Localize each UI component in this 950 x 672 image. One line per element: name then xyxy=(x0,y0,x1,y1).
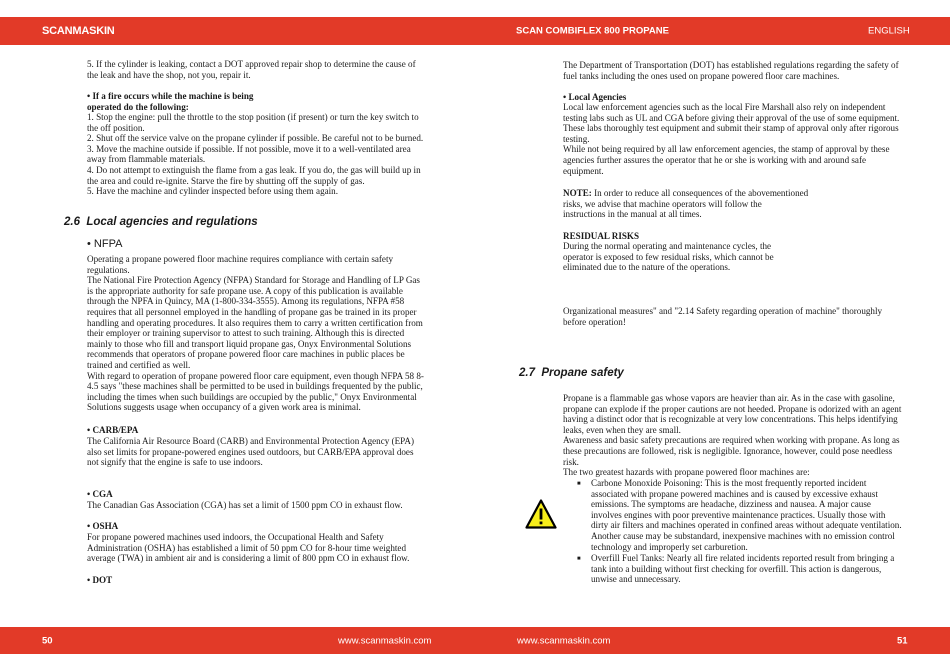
fire-steps: 1. Stop the engine: pull the throttle to the stop position (if present) or turn the key switch to the off position. 2. Shut off the service valve on the propane cylinder if possible. Be careful not to be burned. 3. Move the machine outside if possible. If not possible, move it to a well-ventilated area away from flammable materials. 4. Do not attempt to extinguish the flame from a gas leak. If you do, the gas will build up in the area and could re-ignite. Starve the fire by shutting off the supply of gas. 5. Have the machine and cylinder inspected before using them again. xyxy=(87,112,424,197)
leak-paragraph: 5. If the cylinder is leaking, contact a DOT approved repair shop to determine the cause of the leak and have the shop, not you, repair it. xyxy=(87,59,416,80)
carb-text: The California Air Resource Board (CARB) and Environmental Protection Agency (EPA) also set limits for propane-powered engines used outdoors, but CARB/EPA approval does not signify that the engine is safe to use indoors. xyxy=(87,436,414,468)
note-block xyxy=(563,188,808,220)
website-link-left[interactable]: www.scanmaskin.com xyxy=(338,635,432,646)
warning-triangle-icon xyxy=(525,499,557,529)
cga-heading: • CGA xyxy=(87,489,113,499)
cga-text: The Canadian Gas Association (CGA) has set a limit of 1500 ppm CO in exhaust flow. xyxy=(87,500,403,510)
carb-heading: • CARB/EPA xyxy=(87,425,139,435)
hazard-item-overfill: Overfill Fuel Tanks: Nearly all fire related incidents reported result from bringing a tank into a building without first checking for overfill. This action is dangerous, unwise and unnecessary. xyxy=(591,553,895,585)
section-heading-2-7: 2.7 Propane safety xyxy=(519,367,624,379)
brand-logo: SCANMASKIN xyxy=(42,25,115,37)
residual-risks-text: During the normal operating and maintenance cycles, the operator is exposed to few residual risks, which cannot be eliminated due to the nature of the operations. xyxy=(563,241,774,273)
nfpa-text: Operating a propane powered floor machine requires compliance with certain safety regulations. The National Fire Protection Agency (NFPA) Standard for Storage and Handling of LP Gas is the appropriate authority for safe propane use. A copy of this publication is available through the NPFA in Quincy, MA (1-800-334-3555). Among its regulations, NFPA #58 requires that all personnel employed in the handling of propane gas be trained in its proper handling and operating procedures. It also requires them to carry a written certification from their employer or training supervisor to attest to such training. Although this is directed mainly to those who fill and transport liquid propane gas, Onyx Environmental Solutions recommends that operators of propane powered floor care machines in public places be trained and certified as well. With regard to operation of propane powered floor care equipment, even though NFPA 58 8- 4.5 says "these machines shall be permitted to be used in buildings frequented by the public, including the times when such buildings are occupied by the public," Onyx Environmental Solutions suggests usage when occupancy of a given work area is minimal. xyxy=(87,254,424,413)
residual-risks-heading: RESIDUAL RISKS xyxy=(563,231,640,241)
nfpa-heading: • NFPA xyxy=(87,238,123,250)
section-heading-2-6: 2.6 Local agencies and regulations xyxy=(64,216,258,228)
language-label: ENGLISH xyxy=(868,25,910,37)
document-title: SCAN COMBIFLEX 800 PROPANE xyxy=(516,25,669,37)
local-agencies-heading: • Local Agencies xyxy=(563,92,627,102)
page-number-right: 51 xyxy=(897,635,908,646)
page-footer xyxy=(0,627,950,654)
osha-heading: • OSHA xyxy=(87,521,119,531)
fire-heading: • If a fire occurs while the machine is being operated do the following: xyxy=(87,91,254,112)
note-text: In order to reduce all consequences of the abovementioned risks, we advise that machine operators will follow the instructions in the manual at all times. xyxy=(563,188,809,220)
local-agencies-text: Local law enforcement agencies such as the local Fire Marshall also rely on independent testing labs such as UL and CGA before giving their approval of the use of some equipment. These labs thoroughly test equipment and submit their stamp of approval only after rigorous testing. While not being required by all law enforcement agencies, the stamp of approval by these agencies further assures the operator that he or she is working with and around safe equipment. xyxy=(563,102,900,176)
website-link-right[interactable]: www.scanmaskin.com xyxy=(517,635,611,646)
bullet-square: ■ xyxy=(577,556,581,562)
dot-text: The Department of Transportation (DOT) has established regulations regarding the safety of fuel tanks including the ones used on propane powered floor care machines. xyxy=(563,60,899,81)
note-label: NOTE: xyxy=(563,188,592,198)
dot-heading: • DOT xyxy=(87,575,113,585)
page-header xyxy=(0,17,950,45)
hazard-item-co: Carbone Monoxide Poisoning: This is the most frequently reported incident associated with propane powered machines and is caused by excessive exhaust emissions. The symptoms are headache, dizziness and nausea. A major cause involves engines with poor preventive maintenance practices. Usually those with dirty air filters and machines operated in confined areas without adequate ventilation. Another cause may be substandard, inexpensive machines with no emission control technology and improperly set carburetion. xyxy=(591,478,902,552)
bullet-square: ■ xyxy=(577,481,581,487)
page-number-left: 50 xyxy=(42,635,53,646)
osha-text: For propane powered machines used indoors, the Occupational Health and Safety Administration (OSHA) has established a limit of 50 ppm CO for 8-hour time weighted average (TWA) in ambient air and is considering a limit of 800 ppm CO in exhaust flow. xyxy=(87,532,410,564)
organizational-text: Organizational measures" and "2.14 Safety regarding operation of machine" thoroughly before operation! xyxy=(563,306,883,327)
propane-text: Propane is a flammable gas whose vapors are heavier than air. As in the case with gasoline, propane can explode if the proper cautions are not heeded. Propane is odorized with an agent having a distinct odor that is recognizable at very low concentrations. This helps identifying leaks, even when they are small. Awareness and basic safety precautions are required when working with propane. As long as these precautions are followed, risk is negligible. Ignorance, however, could pose needless risk. The two greatest hazards with propane powered floor machines are: xyxy=(563,393,902,478)
